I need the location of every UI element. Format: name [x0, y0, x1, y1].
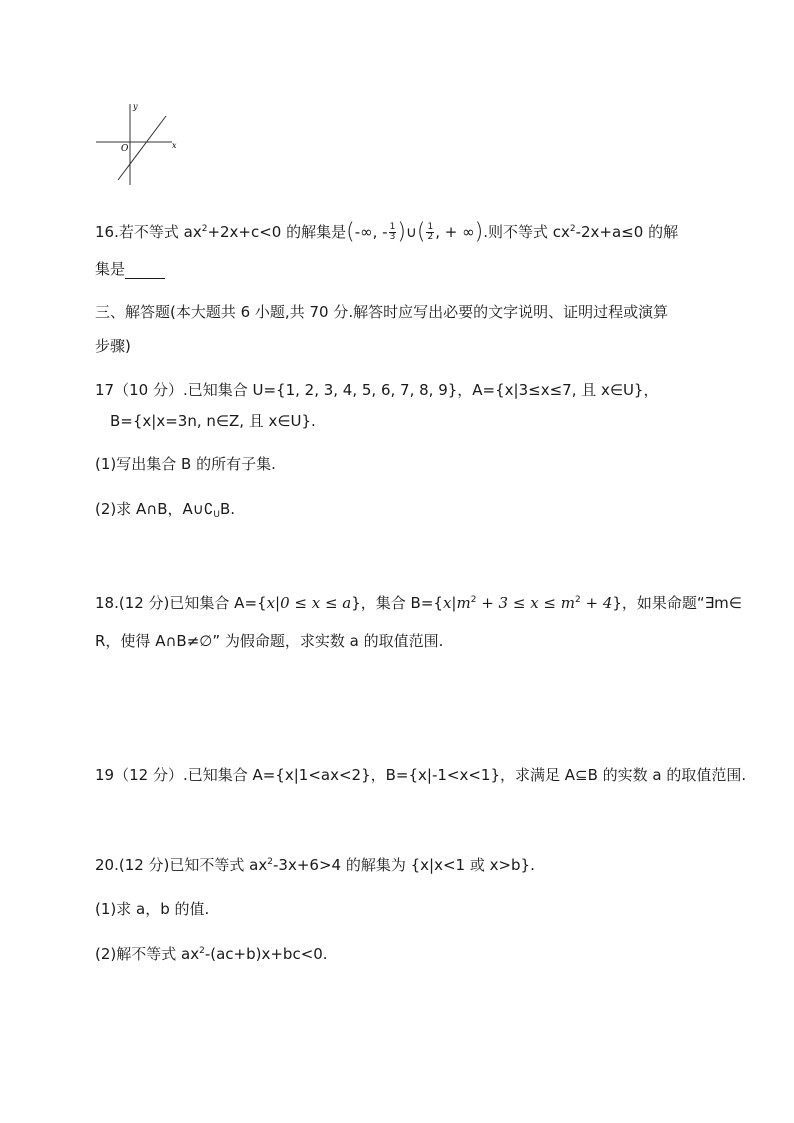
question-17-line2: B={x|x=3n, n∈Z, 且 x∈U}.: [110, 412, 316, 430]
line-graph-figure: [92, 100, 182, 190]
section-3-heading-line1: 三、解答题(本大题共 6 小题,共 70 分.解答时应写出必要的文字说明、证明过程或演算: [95, 303, 669, 321]
question-19-line1: 19（12 分）.已知集合 A={x|1<ax<2}，B={x|-1<x<1}，求满足 A⊆B 的实数 a 的取值范围.: [95, 766, 747, 784]
question-18-line1: 18.(12 分)已知集合 A={x|0 ≤ x ≤ a}，集合 $B=\{x|m^2 + 3 \le x \le m^2 + 4\}$，如果命题“∃m∈: [95, 594, 742, 612]
question-20-line1: 20.(12 分)已知不等式 $ax^2-3x+6>4$ 的解集为 {x|x<1 或 x>b}.: [95, 856, 535, 874]
y-axis-label: y: [133, 102, 138, 111]
question-16-line2: 集是: [95, 259, 165, 279]
origin-label: O: [121, 144, 129, 154]
question-16-line1: 16.若不等式 $ax^2+2x+c<0$ 的解集是(-∞, - $\frac{1}{3}$ )∪( $\frac{1}{2}$ , + ∞).则不等式 $cx^2-2x+a\le 0$ 的解: [95, 219, 679, 245]
question-17-sub1: (1)写出集合 B 的所有子集.: [95, 455, 276, 473]
question-18-line2: R，使得 A∩B≠∅” 为假命题，求实数 a 的取值范围.: [95, 632, 444, 650]
section-3-heading-line2: 步骤): [95, 337, 131, 355]
question-17-sub2: (2)求 A∩B，$A\cup∁_UB$.: [95, 500, 235, 520]
question-17-line1: 17（10 分）.已知集合 U={1, 2, 3, 4, 5, 6, 7, 8, 9}，A={x|3≤x≤7, 且 x∈U}，: [95, 381, 659, 399]
question-20-sub1: (1)求 a，b 的值.: [95, 900, 210, 918]
answer-blank[interactable]: [125, 262, 165, 279]
question-20-sub2: (2)解不等式 $ax^2-(ac+b)x+bc<0$.: [95, 945, 328, 963]
x-axis-label: x: [172, 141, 177, 150]
fraction-one-third: $\frac{1}{3}$: [389, 222, 396, 242]
fraction-one-half: $\frac{1}{2}$: [427, 222, 434, 242]
